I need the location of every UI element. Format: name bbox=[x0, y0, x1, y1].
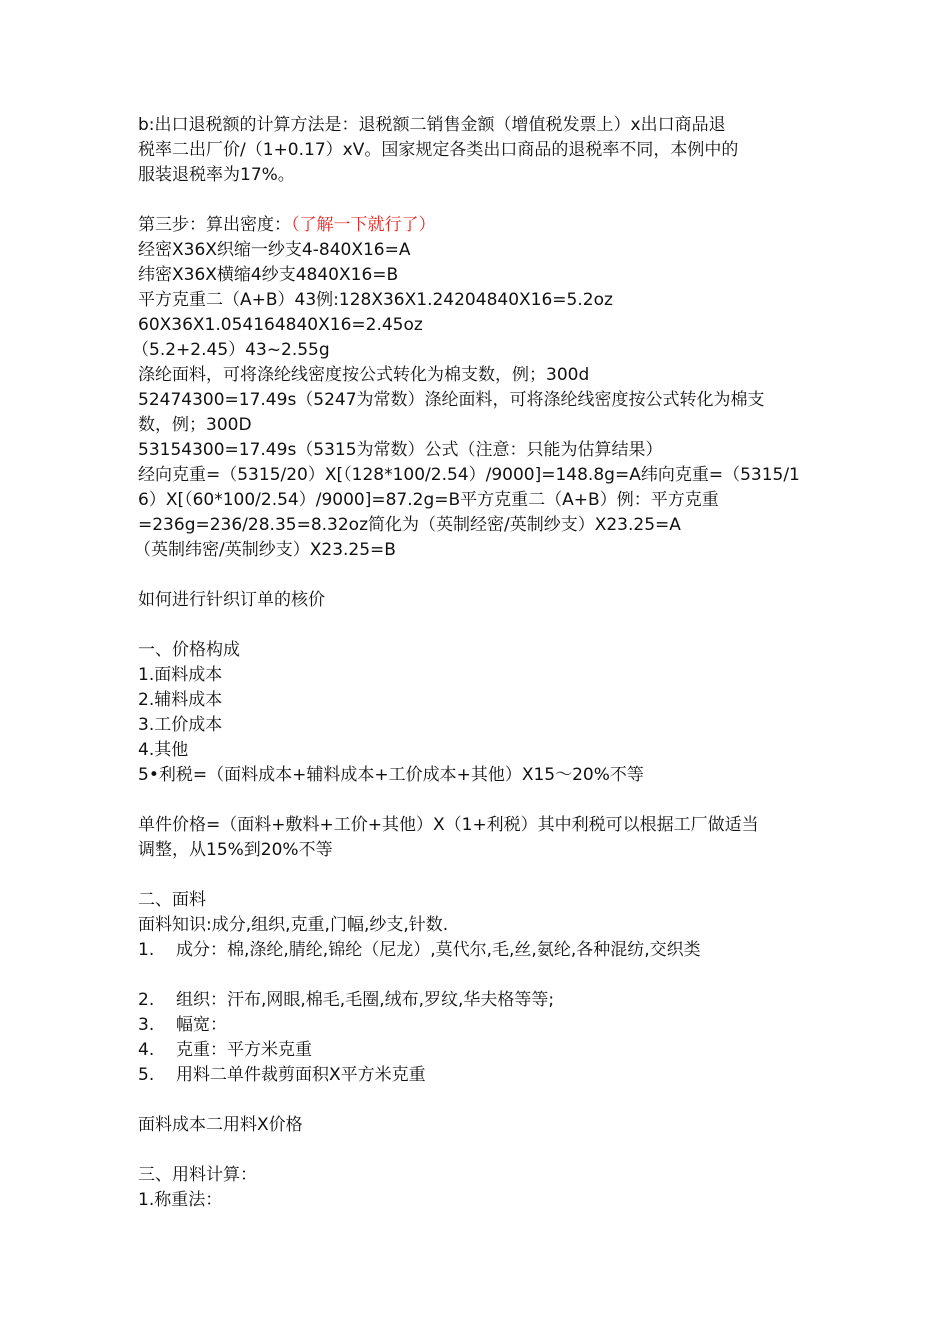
density-line: 53154300=17.49s（5315为常数）公式（注意：只能为估算结果） bbox=[138, 440, 663, 460]
list-text: 幅宽： bbox=[176, 1015, 227, 1035]
fabric-cost: 面料成本二用料X价格 bbox=[138, 1115, 303, 1135]
spacer bbox=[138, 1088, 828, 1113]
list-item bbox=[138, 1013, 828, 1038]
spacer bbox=[138, 963, 828, 988]
spacer bbox=[138, 613, 828, 638]
density-line: 52474300=17.49s（5247为常数）涤纶面料，可将涤纶线密度按公式转化为棉支 bbox=[138, 390, 765, 410]
document-body bbox=[132, 113, 828, 1213]
part3-heading: 三、用料计算： bbox=[138, 1165, 257, 1185]
list-text: 克重：平方米克重 bbox=[176, 1040, 312, 1060]
density-line: 经密X36X织缩一纱支4-840X16=A bbox=[138, 240, 411, 260]
list-text: 成分：棉,涤纶,腈纶,锦纶（尼龙）,莫代尔,毛,丝,氨纶,各种混纺,交织类 bbox=[176, 940, 701, 960]
spacer bbox=[138, 1138, 828, 1163]
list-item: 2.辅料成本 bbox=[138, 690, 223, 710]
list-number: 1. bbox=[138, 940, 155, 960]
list-number: 2. bbox=[138, 990, 155, 1010]
spacer bbox=[138, 563, 828, 588]
section-title: 如何进行针织订单的核价 bbox=[138, 590, 325, 610]
density-line: （5.2+2.45）43~2.55g bbox=[132, 340, 330, 360]
list-item: 1.称重法： bbox=[138, 1190, 223, 1210]
fabric-knowledge: 面料知识:成分,组织,克重,门幅,纱支,针数. bbox=[138, 915, 449, 935]
density-line: 6）X[（60*100/2.54）/9000]=87.2g=B平方克重二（A+B）例：平方克重 bbox=[138, 490, 719, 510]
spacer bbox=[138, 863, 828, 888]
list-item: 1.面料成本 bbox=[138, 665, 223, 685]
density-line: 60X36X1.054164840X16=2.45oz bbox=[138, 315, 423, 335]
density-line: 平方克重二（A+B）43例:128X36X1.24204840X16=5.2oz bbox=[138, 290, 613, 310]
list-item bbox=[138, 938, 828, 963]
tax-refund-line-2: 税率二出厂价/（1+0.17）xV。国家规定各类出口商品的退税率不同，本例中的 bbox=[138, 140, 739, 160]
list-number: 4. bbox=[138, 1040, 155, 1060]
unit-price-line-1: 单件价格=（面料+敷料+工价+其他）X（1+利税）其中利税可以根据工厂做适当 bbox=[138, 815, 759, 835]
density-line: 数，例；300D bbox=[138, 415, 252, 435]
density-line: 纬密X36X横缩4纱支4840X16=B bbox=[138, 265, 399, 285]
tax-refund-line-1: b:出口退税额的计算方法是：退税额二销售金额（增值税发票上）x出口商品退 bbox=[138, 115, 726, 135]
list-text: 组织：汗布,网眼,棉毛,毛圈,绒布,罗纹,华夫格等等; bbox=[176, 990, 555, 1010]
spacer bbox=[138, 188, 828, 213]
density-line: =236g=236/28.35=8.32oz简化为（英制经密/英制纱支）X23.25=A bbox=[138, 515, 681, 535]
part2-heading: 二、面料 bbox=[138, 890, 206, 910]
unit-price-line-2: 调整，从15%到20%不等 bbox=[138, 840, 333, 860]
list-item bbox=[138, 988, 828, 1013]
step3-heading bbox=[138, 213, 828, 238]
list-item bbox=[138, 1038, 828, 1063]
density-line: 经向克重=（5315/20）X[（128*100/2.54）/9000]=148.8g=A纬向克重=（5315/1 bbox=[138, 465, 800, 485]
part1-heading: 一、价格构成 bbox=[138, 640, 240, 660]
list-item: 3.工价成本 bbox=[138, 715, 223, 735]
list-number: 5. bbox=[138, 1065, 155, 1085]
density-line: （英制纬密/英制纱支）X23.25=B bbox=[134, 540, 396, 560]
spacer bbox=[138, 788, 828, 813]
step3-note: （了解一下就行了） bbox=[291, 215, 436, 235]
list-number: 3. bbox=[138, 1015, 155, 1035]
list-item bbox=[138, 1063, 828, 1088]
density-line: 涤纶面料，可将涤纶线密度按公式转化为棉支数，例；300d bbox=[138, 365, 590, 385]
list-item: 5•利税=（面料成本+辅料成本+工价成本+其他）X15〜20%不等 bbox=[138, 765, 644, 785]
list-text: 用料二单件裁剪面积X平方米克重 bbox=[176, 1065, 426, 1085]
step3-label: 第三步：算出密度： bbox=[138, 215, 291, 235]
tax-refund-line-3: 服装退税率为17%。 bbox=[138, 165, 295, 185]
list-item: 4.其他 bbox=[138, 740, 189, 760]
